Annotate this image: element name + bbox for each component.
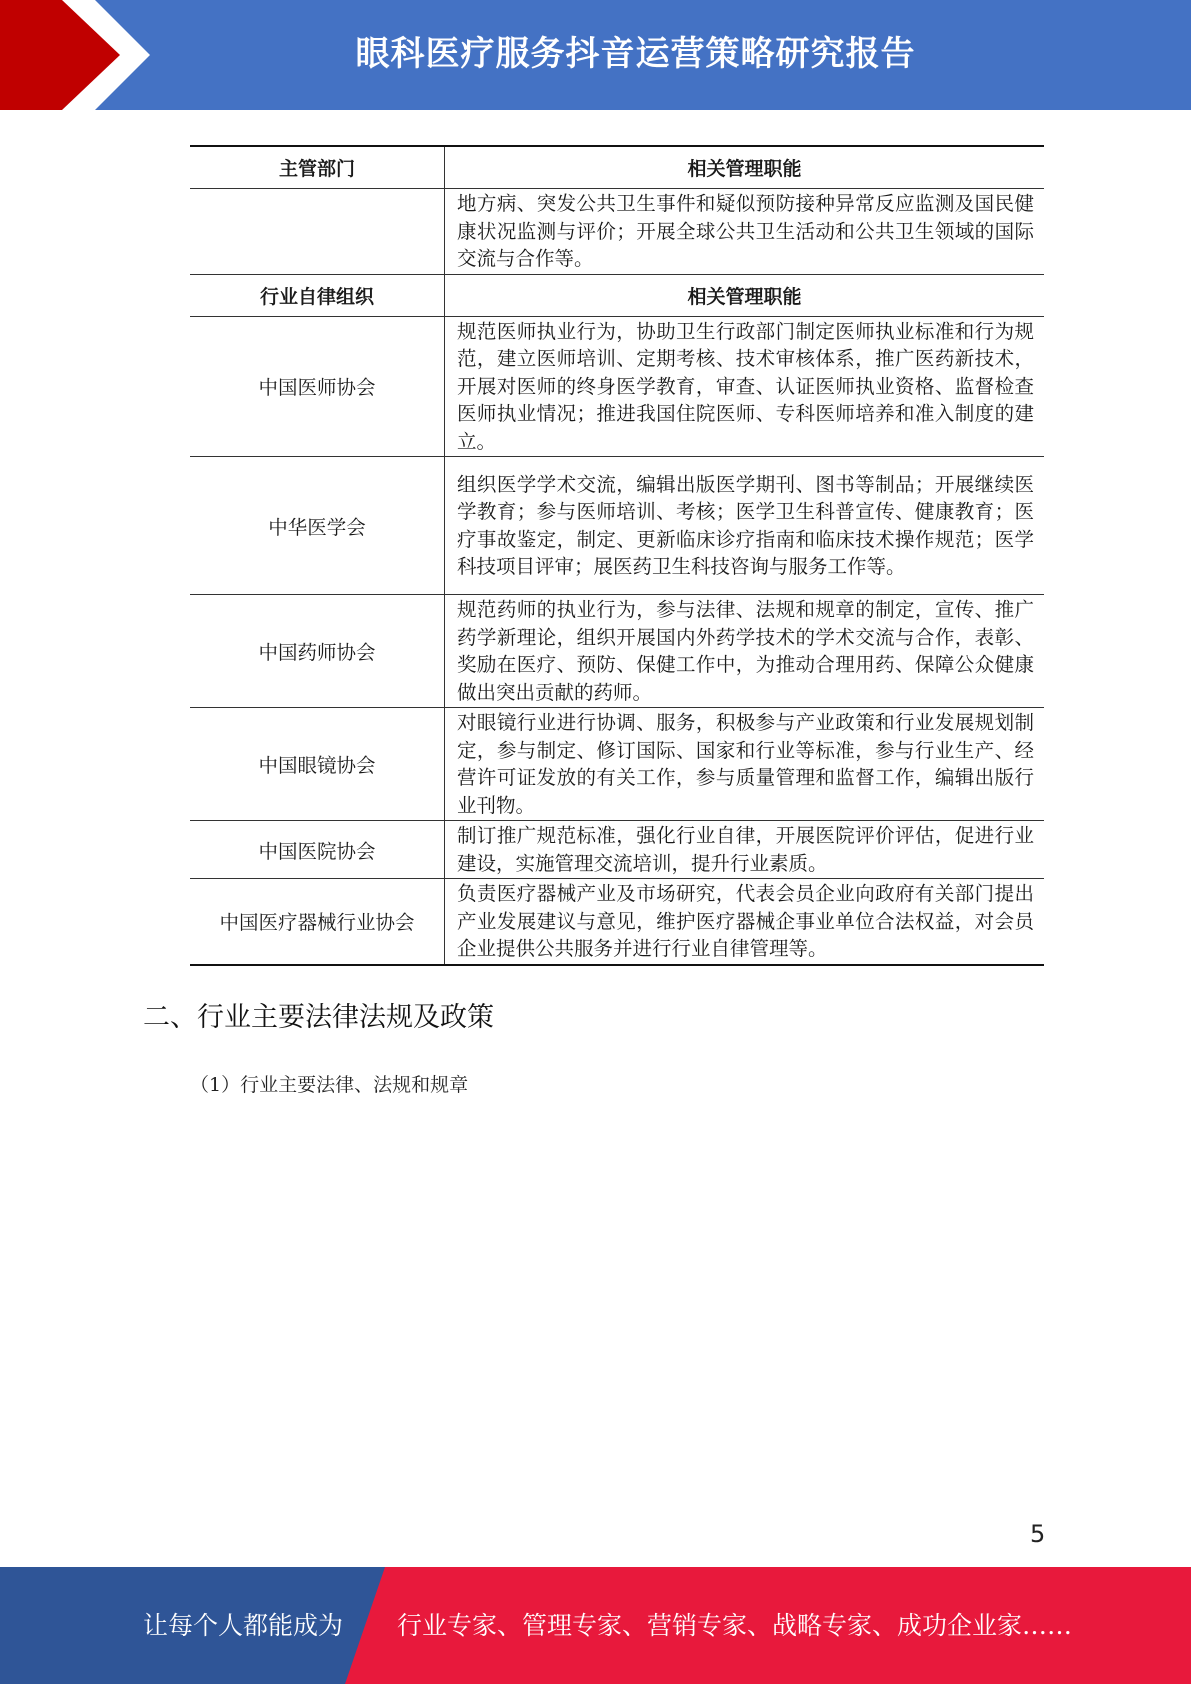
- table-row: [190, 821, 1044, 879]
- table-header-row: [190, 146, 1044, 189]
- table-row: [190, 595, 1044, 708]
- page-number: 5: [1030, 1520, 1046, 1548]
- footer-slogan-right: 行业专家、管理专家、营销专家、战略专家、成功企业家……: [397, 1611, 1073, 1640]
- table-row: [190, 457, 1044, 595]
- org-name: 中国眼镜协会: [190, 708, 445, 821]
- org-description: 对眼镜行业进行协调、服务，积极参与产业政策和行业发展规划制定，参与制定、修订国际、国家和行业等标准，参与行业生产、经营许可证发放的有关工作，参与质量管理和监督工作，编辑出版行业刊物。: [445, 708, 1044, 821]
- org-description: 规范药师的执业行为，参与法律、法规和规章的制定，宣传、推广药学新理论，组织开展国内外药学技术的学术交流与合作，表彰、奖励在医疗、预防、保健工作中，为推动合理用药、保障公众健康做出突出贡献的药师。: [445, 595, 1044, 708]
- org-description: 规范医师执业行为，协助卫生行政部门制定医师执业标准和行为规范，建立医师培训、定期考核、技术审核体系，推广医药新技术，开展对医师的终身医学教育，审查、认证医师执业资格、监督检查医师执业情况；推进我国住院医师、专科医师培养和准入制度的建立。: [445, 316, 1044, 457]
- page-header: [0, 0, 1191, 110]
- org-name: 中华医学会: [190, 457, 445, 595]
- column-header-functions-2: 相关管理职能: [445, 274, 1044, 316]
- sub-heading: （1）行业主要法律、法规和规章: [190, 1074, 469, 1096]
- org-description: 组织医学学术交流，编辑出版医学期刊、图书等制品；开展继续医学教育；参与医师培训、考核；医学卫生科普宣传、健康教育；医疗事故鉴定，制定、更新临床诊疗指南和临床技术操作规范；医学科技项目评审；展医药卫生科技咨询与服务工作等。: [445, 457, 1044, 595]
- report-title: 眼科医疗服务抖音运营策略研究报告: [355, 34, 916, 74]
- regulatory-bodies-table: [190, 145, 1044, 966]
- table-subheader-row: [190, 274, 1044, 316]
- org-name: 中国医疗器械行业协会: [190, 879, 445, 965]
- table-row: [190, 708, 1044, 821]
- org-name: 中国医院协会: [190, 821, 445, 879]
- section-heading: 二、行业主要法律法规及政策: [143, 1002, 494, 1033]
- table-row: [190, 316, 1044, 457]
- table-row: [190, 189, 1044, 275]
- org-description: 负责医疗器械产业及市场研究，代表会员企业向政府有关部门提出产业发展建议与意见，维护医疗器械企事业单位合法权益，对会员企业提供公共服务并进行行业自律管理等。: [445, 879, 1044, 965]
- table-row: [190, 879, 1044, 965]
- column-header-department: 主管部门: [190, 146, 445, 189]
- page-footer: [0, 1567, 1191, 1684]
- carryover-description: 地方病、突发公共卫生事件和疑似预防接种异常反应监测及国民健康状况监测与评价；开展全球公共卫生活动和公共卫生领域的国际交流与合作等。: [445, 189, 1044, 275]
- org-description: 制订推广规范标准，强化行业自律，开展医院评价评估，促进行业建设，实施管理交流培训，提升行业素质。: [445, 821, 1044, 879]
- org-name: 中国医师协会: [190, 316, 445, 457]
- column-header-self-regulatory-org: 行业自律组织: [190, 274, 445, 316]
- org-name: 中国药师协会: [190, 595, 445, 708]
- empty-cell: [190, 189, 445, 275]
- column-header-functions: 相关管理职能: [445, 146, 1044, 189]
- header-chevron-decoration: [0, 0, 160, 110]
- footer-slogan-left: 让每个人都能成为: [143, 1611, 344, 1640]
